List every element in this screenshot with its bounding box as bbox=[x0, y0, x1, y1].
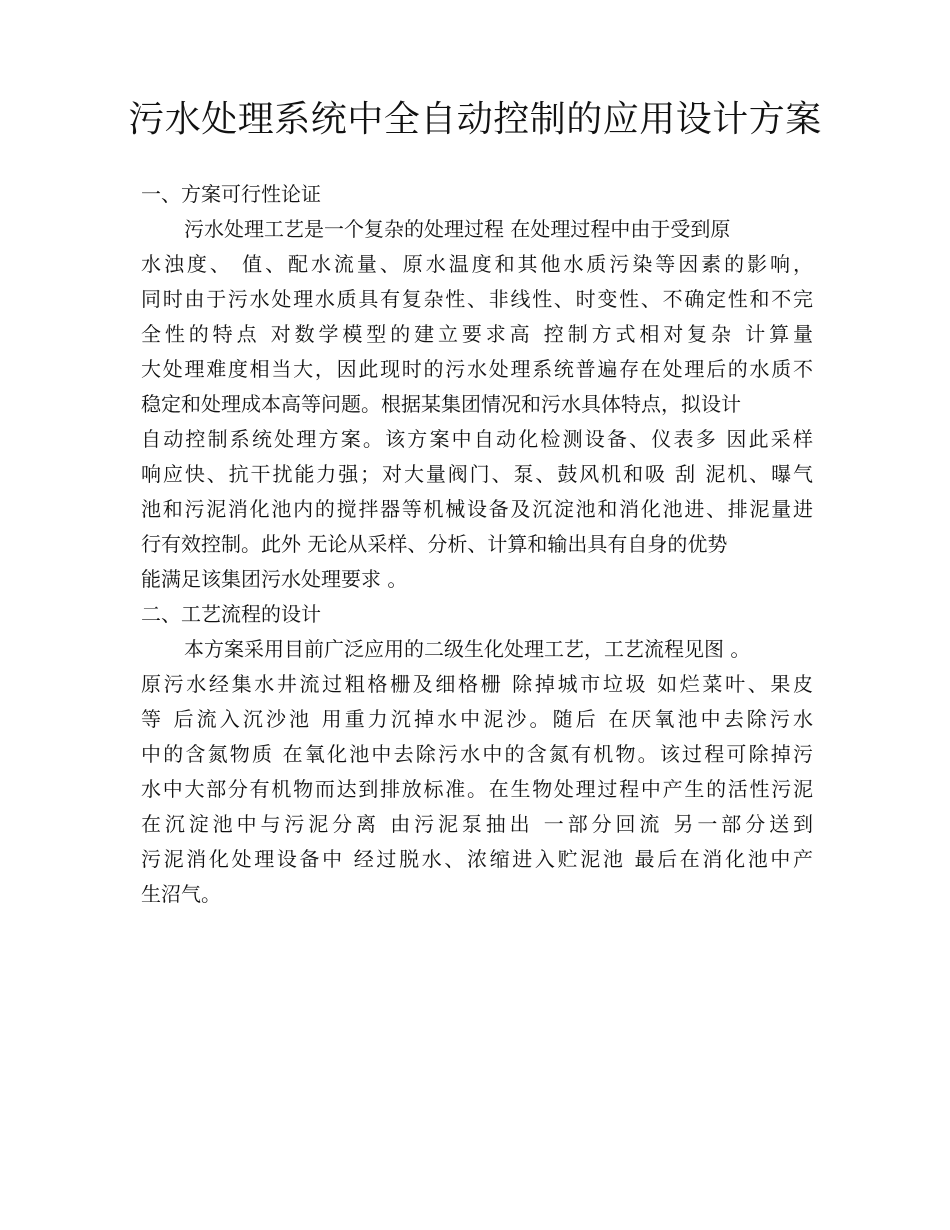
section-heading: 一、方案可行性论证 bbox=[141, 182, 321, 206]
paragraph-line: 稳定和处理成本高等问题。根据某集团情况和污水具体特点，拟设计 bbox=[141, 392, 741, 416]
paragraph-line: 原污水经集水井流过粗格栅及细格栅 除掉城市垃圾 如烂菜叶、果皮 bbox=[141, 672, 813, 696]
paragraph-line: 同时由于污水处理水质具有复杂性、非线性、时变性、不确定性和不完 bbox=[141, 287, 813, 311]
paragraph-line: 自动控制系统处理方案。该方案中自动化检测设备、仪表多 因此采样 bbox=[141, 427, 813, 451]
paragraph-line: 能满足该集团污水处理要求 。 bbox=[141, 567, 408, 591]
document-body bbox=[141, 177, 813, 912]
paragraph-line: 中的含氮物质 在氧化池中去除污水中的含氮有机物。该过程可除掉污 bbox=[141, 742, 813, 766]
paragraph-line: 在沉淀池中与污泥分离 由污泥泵抽出 一部分回流 另一部分送到 bbox=[141, 812, 813, 836]
paragraph-line: 污水处理工艺是一个复杂的处理过程 在处理过程中由于受到原 bbox=[184, 217, 731, 241]
section-heading: 二、工艺流程的设计 bbox=[141, 602, 321, 626]
paragraph-line: 生沼气。 bbox=[141, 882, 221, 906]
paragraph-line: 等 后流入沉沙池 用重力沉掉水中泥沙。随后 在厌氧池中去除污水 bbox=[141, 707, 813, 731]
paragraph-line: 水中大部分有机物而达到排放标准。在生物处理过程中产生的活性污泥 bbox=[141, 777, 813, 801]
paragraph-line: 全性的特点 对数学模型的建立要求高 控制方式相对复杂 计算量 bbox=[141, 322, 813, 346]
paragraph-line: 响应快、抗干扰能力强；对大量阀门、泵、鼓风机和吸 刮 泥机、曝气 bbox=[141, 462, 813, 486]
paragraph-line: 水浊度、 值、配水流量、原水温度和其他水质污染等因素的影响， bbox=[141, 252, 813, 276]
paragraph-line: 污泥消化处理设备中 经过脱水、浓缩进入贮泥池 最后在消化池中产 bbox=[141, 847, 813, 871]
paragraph-line: 行有效控制。此外 无论从采样、分析、计算和输出具有自身的优势 bbox=[141, 532, 728, 556]
document-title: 污水处理系统中全自动控制的应用设计方案 bbox=[128, 99, 822, 140]
paragraph-line: 池和污泥消化池内的搅拌器等机械设备及沉淀池和消化池进、排泥量进 bbox=[141, 497, 813, 521]
paragraph-line: 大处理难度相当大，因此现时的污水处理系统普遍存在处理后的水质不 bbox=[141, 357, 813, 381]
paragraph-line: 本方案采用目前广泛应用的二级生化处理工艺，工艺流程见图 。 bbox=[184, 637, 751, 661]
